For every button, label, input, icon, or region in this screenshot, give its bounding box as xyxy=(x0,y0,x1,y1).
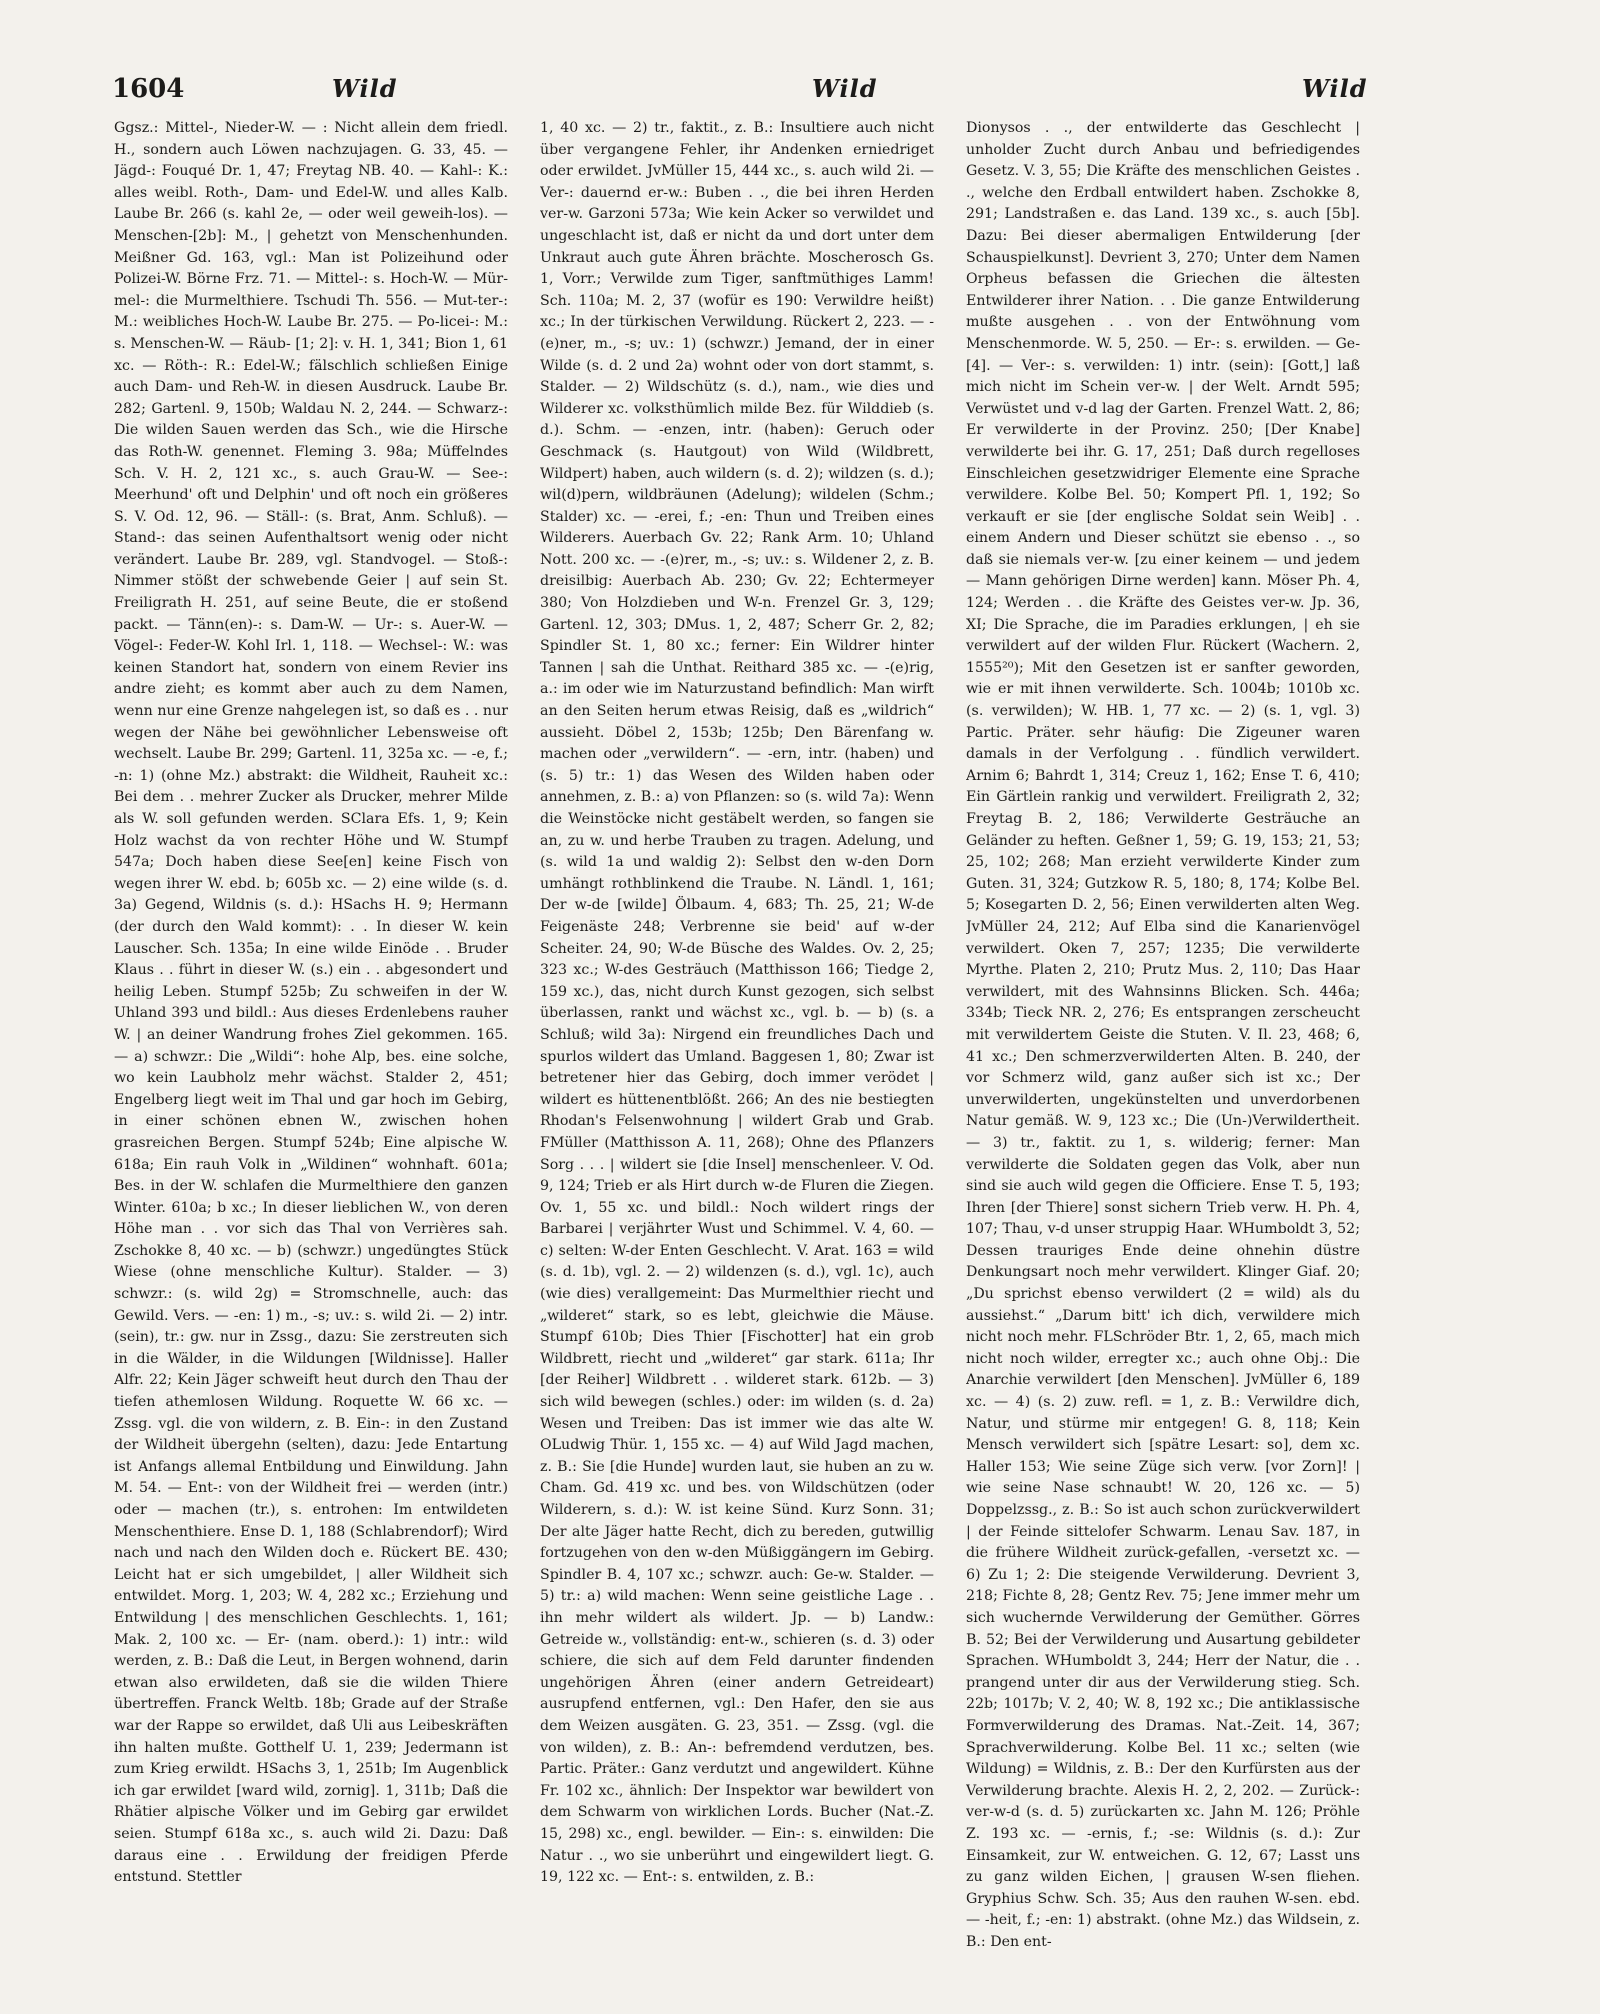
column-1-text: Ggsz.: Mittel-, Nieder-W. — : Nicht allein dem friedl. H., sondern auch Löwen nachzujagen. G. 33, 45. — Jägd-: Fouqué Dr. 1, 47; Freytag NB. 40. — Kahl-: K.: alles weibl. Roth-, Dam- und Edel-W. und alles Kalb. Laube Br. 266 (s. kahl 2e, — oder weil geweih-los). — Menschen-[2b]: M., | gehetzt von Menschenhunden. Meißner Gd. 163, vgl.: Man ist Polizeihund oder Polizei-W. Börne Frz. 71. — Mittel-: s. Hoch-W. — Mür-mel-: die Murmelthiere. Tschudi Th. 556. — Mut-ter-: M.: weibliches Hoch-W. Laube Br. 275. — Po-licei-: M.: s. Menschen-W. — Räub- [1; 2]: v. H. 1, 341; Bion 1, 61 xc. — Röth-: R.: Edel-W.; fälschlich schließen Einige auch Dam- und Reh-W. in diesen Ausdruck. Laube Br. 282; Gartenl. 9, 150b; Waldau N. 2, 244. — Schwarz-: Die wilden Sauen werden das Sch., wie die Hirsche das Roth-W. genennet. Fleming 3. 98a; Müffelndes Sch. V. H. 2, 121 xc., s. auch Grau-W. — See-: Meerhund' oft und Delphin' und oft noch ein größeres S. V. Od. 12, 96. — Ställ-: (s. Brat, Anm. Schluß). — Stand-: das seinen Aufenthaltsort wenig oder nicht verändert. Laube Br. 289, vgl. Standvogel. — Stoß-: Nimmer stößt der schwebende Geier | auf sein St. Freiligrath H. 251, auf seine Beute, die er stoßend packt. — Tänn(en)-: s. Dam-W. — Ur-: s. Auer-W. — Vögel-: Feder-W. Kohl Irl. 1, 118. — Wechsel-: W.: was keinen Standort hat, sondern von einem Revier ins andre zieht; es kommt aber auch zu dem Namen, wenn nur eine Grenze nahgelegen ist, so daß es . . nur wegen der Nähe bei gewöhnlicher Lebensweise oft wechselt. Laube Br. 299; Gartenl. 11, 325a xc. — -e, f.; -n: 1) (ohne Mz.) abstrakt: die Wildheit, Rauheit xc.: Bei dem . . mehrer Zucker als Drucker, mehrer Milde als W. soll gefunden werden. SClara Efs. 1, 9; Kein Holz wachst da von rechter Höhe und W. Stumpf 547a; Doch haben diese See[en] keine Fisch von wegen ihrer W. ebd. b; 605b xc. — 2) eine wilde (s. d. 3a) Gegend, Wildnis (s. d.): HSachs H. 9; Hermann (der durch den Wald kommt): . . In dieser W. kein Lauscher. Sch. 135a; In eine wilde Einöde . . Bruder Klaus . . führt in dieser W. (s.) ein . . abgesondert und heilig Leben. Stumpf 525b; Zu schweifen in der W. Uhland 393 und bildl.: Aus dieses Erdenlebens rauher W. | an deiner Wandrung frohes Ziel gekommen. 165. — a) schwzr.: Die „Wildi“: hohe Alp, bes. eine solche, wo kein Laubholz mehr wächst. Stalder 2, 451; Engelberg liegt weit im Thal und gar hoch im Gebirg, in einer schönen ebnen W., zwischen hohen grasreichen Bergen. Stumpf 524b; Eine alpische W. 618a; Ein rauh Volk in „Wildinen“ wohnhaft. 601a; Bes. in der W. schlafen die Murmelthiere den ganzen Winter. 610a; b xc.; In dieser lieblichen W., von deren Höhe man . . vor sich das Thal von Verrières sah. Zschokke 8, 40 xc. — b) (schwzr.) ungedüngtes Stück Wiese (ohne menschliche Kultur). Stalder. — 3) schwzr.: (s. wild 2g) = Stromschnelle, auch: das Gewild. Vers. — -en: 1) m., -s; uv.: s. wild 2i. — 2) intr. (sein), tr.: gw. nur in Zssg., dazu: Sie zerstreuten sich in die Wälder, in die Wildungen [Wildnisse]. Haller Alfr. 22; Kein Jäger schweift heut durch den Thau der tiefen athemlosen Wildung. Roquette W. 66 xc. — Zssg. vgl. die von wildern, z. B. Ein-: in den Zustand der Wildheit übergehn (selten), dazu: Jede Entartung ist Anfangs allemal Entbildung und Einwildung. Jahn M. 54. — Ent-: von der Wildheit frei — werden (intr.) oder — machen (tr.), s. entrohen: Im entwildeten Menschenthiere. Ense D. 1, 188 (Schlabrendorf); Wird nach und nach den Wilden doch e. Rückert BE. 430; Leicht hat er sich umgebildet, | aller Wildheit sich entwildet. Morg. 1, 203; W. 4, 282 xc.; Erziehung und Entwildung | des menschlichen Geschlechts. 1, 161; Mak. 2, 100 xc. — Er- (nam. oberd.): 1) intr.: wild werden, z. B.: Daß die Leut, in Bergen wohnend, darin etwan also erwildeten, daß sie die wilden Thiere übertreffen. Franck Weltb. 18b; Grade auf der Straße war der Rappe so erwildet, daß Uli aus Leibeskräften ihn halten mußte. Gotthelf U. 1, 239; Jedermann ist zum Krieg erwildt. HSachs 3, 1, 251b; Im Augenblick ich gar erwildet [ward wild, zornig]. 1, 311b; Daß die Rhätier alpische Völker und im Gebirg gar erwildet seien. Stumpf 618a xc., s. auch wild 2i. Dazu: Daß daraus eine . . Erwildung der freidigen Pferde entstund. Stettler xyxy=(114,120,508,1886)
page-number: 1604 xyxy=(112,74,185,104)
running-head-left: Wild xyxy=(332,74,398,103)
column-2-text: 1, 40 xc. — 2) tr., faktit., z. B.: Insultiere auch nicht über vergangene Fehler, ihr Andenken erniedriget oder erwildet. JvMüller 15, 444 xc., s. auch wild 2i. — Ver-: dauernd er-w.: Buben . ., die bei ihren Herden ver-w. Garzoni 573a; Wie kein Acker so verwildet und ungeschlacht ist, daß er nicht da und dort unter dem Unkraut auch gute Ähren brächte. Moscherosch Gs. 1, Vorr.; Verwilde zum Tiger, sanftmüthiges Lamm! Sch. 110a; M. 2, 37 (wofür es 190: Verwildre heißt) xc.; In der türkischen Verwildung. Rückert 2, 223. — -(e)ner, m., -s; uv.: 1) (schwzr.) Jemand, der in einer Wilde (s. d. 2 und 2a) wohnt oder von dort stammt, s. Stalder. — 2) Wildschütz (s. d.), nam., wie dies und Wilderer xc. volksthümlich milde Bez. für Wilddieb (s. d.). Schm. — -enzen, intr. (haben): Geruch oder Geschmack (s. Hautgout) von Wild (Wildbrett, Wildpert) haben, auch wildern (s. d. 2); wildzen (s. d.); wil(d)pern, wildbräunen (Adelung); wildelen (Schm.; Stalder) xc. — -erei, f.; -en: Thun und Treiben eines Wilderers. Auerbach Gv. 22; Rank Arm. 10; Uhland Nott. 200 xc. — -(e)rer, m., -s; uv.: s. Wildener 2, z. B. dreisilbig: Auerbach Ab. 230; Gv. 22; Echtermeyer 380; Von Holzdieben und W-n. Frenzel Gr. 3, 129; Gartenl. 12, 303; DMus. 1, 2, 487; Scherr Gr. 2, 82; Spindler St. 1, 80 xc.; ferner: Ein Wildrer hinter Tannen | sah die Unthat. Reithard 385 xc. — -(e)rig, a.: im oder wie im Naturzustand befindlich: Man wirft an den Seiten herum etwas Reisig, daß es „wildrich“ aussieht. Döbel 2, 153b; 125b; Den Bärenfang w. machen oder „verwildern“. — -ern, intr. (haben) und (s. 5) tr.: 1) das Wesen des Wilden haben oder annehmen, z. B.: a) von Pflanzen: so (s. wild 7a): Wenn die Weinstöcke nicht gestäbelt werden, so fangen sie an, zu w. und herbe Trauben zu tragen. Adelung, und (s. wild 1a und waldig 2): Selbst den w-den Dorn umhängt rothblinkend die Traube. N. Ländl. 1, 161; Der w-de [wilde] Ölbaum. 4, 683; Th. 25, 21; W-de Feigenäste 248; Verbrenne sie beid' auf w-der Scheiter. 24, 90; W-de Büsche des Waldes. Ov. 2, 25; 323 xc.; W-des Gesträuch (Matthisson 166; Tiedge 2, 159 xc.), das, nicht durch Kunst gezogen, sich selbst überlassen, rankt und wächst xc., vgl. b. — b) (s. a Schluß; wild 3a): Nirgend ein freundliches Dach und spurlos wildert das Umland. Baggesen 1, 80; Zwar ist betretener hier das Gebirg, doch immer verödet | wildert es hüttenentblößt. 266; An des nie bestiegten Rhodan's Felsenwohnung | wildert Grab und Grab. FMüller (Matthisson A. 11, 268); Ohne des Pflanzers Sorg . . . | wildert sie [die Insel] menschenleer. V. Od. 9, 124; Trieb er als Hirt durch w-de Fluren die Ziegen. Ov. 1, 55 xc. und bildl.: Noch wildert rings der Barbarei | verjährter Wust und Schimmel. V. 4, 60. — c) selten: W-der Enten Geschlecht. V. Arat. 163 = wild (s. d. 1b), vgl. 2. — 2) wildenzen (s. d.), vgl. 1c), auch (wie dies) verallgemeint: Das Murmelthier riecht und „wilderet“ stark, so es lebt, gleichwie die Mäuse. Stumpf 610b; Dies Thier [Fischotter] hat ein grob Wildbrett, riecht und „wilderet“ gar stark. 611a; Ihr [der Reiher] Wildbrett . . wilderet stark. 612b. — 3) sich wild bewegen (schles.) oder: im wilden (s. d. 2a) Wesen und Treiben: Das ist immer wie das alte W. OLudwig Thür. 1, 155 xc. — 4) auf Wild Jagd machen, z. B.: Sie [die Hunde] wurden laut, sie huben an zu w. Cham. Gd. 419 xc. und bes. von Wildschützen (oder Wilderern, s. d.): W. ist keine Sünd. Kurz Sonn. 31; Der alte Jäger hatte Recht, dich zu bereden, gutwillig fortzugehen von den w-den Müßiggängern im Gebirg. Spindler B. 4, 107 xc.; schwzr. auch: Ge-w. Stalder. — 5) tr.: a) wild machen: Wenn seine geistliche Lage . . ihn mehr wildert als wildert. Jp. — b) Landw.: Getreide w., vollständig: ent-w., schieren (s. d. 3) oder schiere, die sich auf dem Feld darunter findenden ungehörigen Ähren (einer andern Getreideart) ausrupfend entfernen, vgl.: Den Hafer, den sie aus dem Weizen ausgäten. G. 23, 351. — Zssg. (vgl. die von wilden), z. B.: An-: befremdend verdutzen, bes. Partic. Präter.: Ganz verdutzt und angewildert. Kühne Fr. 102 xc., ähnlich: Der Inspektor war bewildert von dem Schwarm von wirklichen Lords. Bucher (Nat.-Z. 15, 298) xc., engl. bewilder. — Ein-: s. einwilden: Die Natur . ., wo sie unberührt und eingewildert liegt. G. 19, 122 xc. — Ent-: s. entwilden, z. B.: xyxy=(540,120,934,1886)
text-column-1 xyxy=(114,118,508,1988)
running-head-right: Wild xyxy=(1302,74,1368,103)
text-column-3 xyxy=(966,118,1360,1988)
column-3-text: Dionysos . ., der entwilderte das Geschlecht | unholder Zucht durch Anbau und befriedigendes Gesetz. V. 3, 55; Die Kräfte des menschlichen Geistes . ., welche den Erdball entwildert haben. Zschokke 8, 291; Landstraßen e. das Land. 139 xc., s. auch [5b]. Dazu: Bei dieser abermaligen Entwilderung [der Schauspielkunst]. Devrient 3, 270; Unter dem Namen Orpheus befassen die Griechen die ältesten Entwilderer ihrer Nation. . . Die ganze Entwilderung mußte ausgehen . . von der Entwöhnung vom Menschenmorde. W. 5, 250. — Er-: s. erwilden. — Ge- [4]. — Ver-: s. verwilden: 1) intr. (sein): [Gott,] laß mich nicht im Schein ver-w. | der Welt. Arndt 595; Verwüstet und v-d lag der Garten. Frenzel Watt. 2, 86; Er verwilderte in der Provinz. 250; [Der Knabe] verwilderte bei ihr. G. 17, 251; Daß durch regelloses Einschleichen gesetzwidriger Elemente eine Sprache verwildere. Kolbe Bel. 50; Kompert Pfl. 1, 192; So verkauft er sie [der englische Soldat sein Weib] . . einem Andern und Dieser schützt sie ebenso . ., so daß sie niemals ver-w. [zu einer keinem — und jedem — Mann gehörigen Dirne werden] kann. Möser Ph. 4, 124; Werden . . die Kräfte des Geistes ver-w. Jp. 36, XI; Die Sprache, die im Paradies erklungen, | eh sie verwildert auf der wilden Flur. Rückert (Wachern. 2, 1555²⁰); Mit den Gesetzen ist er sanfter geworden, wie er mit ihnen verwilderte. Sch. 1004b; 1010b xc. (s. verwilden); W. HB. 1, 77 xc. — 2) (s. 1, vgl. 3) Partic. Präter. sehr häufig: Die Zigeuner waren damals in der Verfolgung . . fündlich verwildert. Arnim 6; Bahrdt 1, 314; Creuz 1, 162; Ense T. 6, 410; Ein Gärtlein rankig und verwildert. Freiligrath 2, 32; Freytag B. 2, 186; Verwilderte Gesträuche an Geländer zu heften. Geßner 1, 59; G. 19, 153; 21, 53; 25, 102; 268; Man erzieht verwilderte Kinder zum Guten. 31, 324; Gutzkow R. 5, 180; 8, 174; Kolbe Bel. 5; Kosegarten D. 2, 56; Einen verwilderten alten Weg. JvMüller 24, 212; Auf Elba sind die Kanarienvögel verwildert. Oken 7, 257; 1235; Die verwilderte Myrthe. Platen 2, 210; Prutz Mus. 2, 110; Das Haar verwildert, mit des Wahnsinns Blicken. Sch. 446a; 334b; Tieck NR. 2, 276; Es entsprangen zerscheucht mit verwildertem Geiste die Stuten. V. Il. 23, 468; 6, 41 xc.; Den schmerzverwilderten Alten. B. 240, der vor Schmerz wild, ganz außer sich ist xc.; Der unverwilderten, ungekünstelten und unverdorbenen Natur gemäß. W. 9, 123 xc.; Die (Un-)Verwildertheit. — 3) tr., faktit. zu 1, s. wilderig; ferner: Man verwilderte die Soldaten gegen das Volk, aber nun sind sie auch wild gegen die Officiere. Ense T. 5, 193; Ihren [der Thiere] sonst sichern Trieb verw. H. Ph. 4, 107; Thau, v-d unser struppig Haar. WHumboldt 3, 52; Dessen trauriges Ende deine ohnehin düstre Denkungsart noch mehr verwildert. Klinger Giaf. 20; „Du sprichst ebenso verwildert (2 = wild) als du aussiehst.“ „Darum bitt' ich dich, verwildere mich nicht noch mehr. FLSchröder Btr. 1, 2, 65, mach mich nicht noch wilder, erregter xc.; auch ohne Obj.: Die Anarchie verwildert [den Menschen]. JvMüller 6, 189 xc. — 4) (s. 2) zuw. refl. = 1, z. B.: Verwildre dich, Natur, und stürme mir entgegen! G. 8, 118; Kein Mensch verwildert sich [spätre Lesart: so], dem xc. Haller 153; Wie seine Züge sich verw. [vor Zorn]! | wie seine Nase schnaubt! W. 20, 126 xc. — 5) Doppelzssg., z. B.: So ist auch schon zurückverwildert | der Feinde sittelofer Schwarm. Lenau Sav. 187, in die frühere Wildheit zurück-gefallen, -versetzt xc. — 6) Zu 1; 2: Die steigende Verwilderung. Devrient 3, 218; Fichte 8, 28; Gentz Rev. 75; Jene immer mehr um sich wuchernde Verwilderung der Gemüther. Görres B. 52; Bei der Verwilderung und Ausartung gebildeter Sprachen. WHumboldt 3, 244; Herr der Natur, die . . prangend unter dir aus der Verwilderung stieg. Sch. 22b; 1017b; V. 2, 40; W. 8, 192 xc.; Die antiklassische Formverwilderung des Dramas. Nat.-Zeit. 14, 367; Sprachverwilderung. Kolbe Bel. 11 xc.; selten (wie Wildung) = Wildnis, z. B.: Der den Kurfürsten aus der Verwilderung brachte. Alexis H. 2, 2, 202. — Zurück-: ver-w-d (s. d. 5) zurückarten xc. Jahn M. 126; Pröhle Z. 193 xc. — -ernis, f.; -se: Wildnis (s. d.): Zur Einsamkeit, zur W. entweichen. G. 12, 67; Lasst uns zu ganz wilden Eichen, | grausen W-sen fliehen. Gryphius Schw. Sch. 35; Aus den rauhen W-sen. ebd. — -heit, f.; -en: 1) abstrakt. (ohne Mz.) das Wildsein, z. B.: Den ent- xyxy=(966,120,1360,1950)
page-header xyxy=(112,74,1368,114)
running-head-center: Wild xyxy=(812,74,878,103)
text-column-2 xyxy=(540,118,934,1988)
